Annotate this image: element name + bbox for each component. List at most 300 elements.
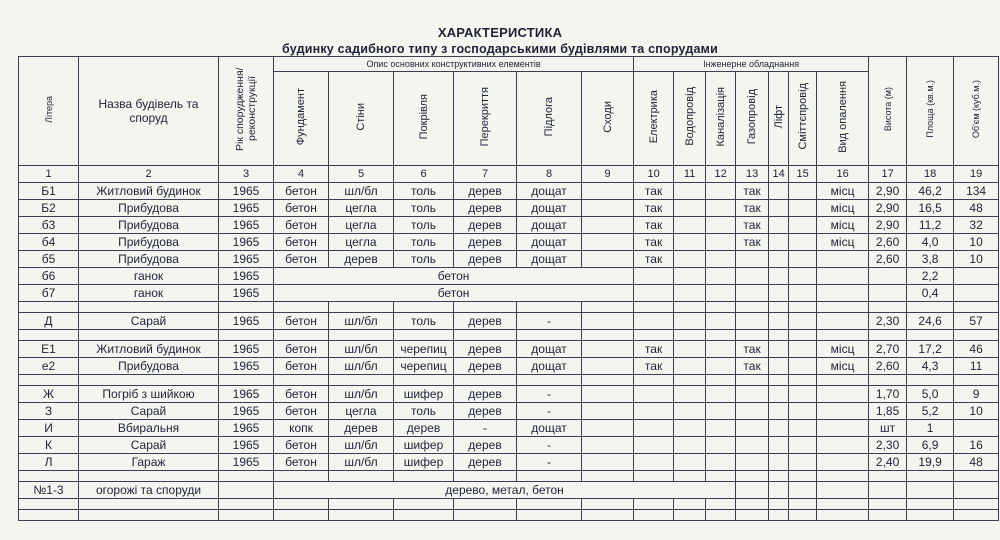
empty-cell <box>817 302 869 313</box>
empty-cell <box>79 375 219 386</box>
empty-cell <box>954 471 999 482</box>
empty-cell <box>817 313 869 330</box>
column-number: 5 <box>329 166 394 183</box>
empty-cell <box>517 302 582 313</box>
cell-water <box>674 358 706 375</box>
empty-cell <box>79 330 219 341</box>
empty-cell <box>706 313 736 330</box>
characteristics-table <box>18 56 999 521</box>
cell-roof: толь <box>394 251 454 268</box>
empty-cell <box>907 510 954 521</box>
cell-walls: шл/бл <box>329 386 394 403</box>
empty-cell <box>954 268 999 285</box>
column-number: 15 <box>789 166 817 183</box>
cell-sewer <box>706 341 736 358</box>
cell-vol: 10 <box>954 403 999 420</box>
empty-cell <box>907 471 954 482</box>
empty-cell <box>219 471 274 482</box>
cell-name: Прибудова <box>79 234 219 251</box>
cell-name: Сарай <box>79 313 219 330</box>
cell-walls: шл/бл <box>329 183 394 200</box>
cell-area: 4,3 <box>907 358 954 375</box>
empty-cell <box>769 437 789 454</box>
cell-year: 1965 <box>219 268 274 285</box>
empty-cell <box>634 313 674 330</box>
empty-cell <box>869 471 907 482</box>
empty-cell <box>769 330 789 341</box>
empty-cell <box>634 510 674 521</box>
group-construct: Опис основних конструктивних елементів <box>274 57 634 72</box>
cell-name: ганок <box>79 268 219 285</box>
empty-cell <box>19 499 79 510</box>
cell-area: 46,2 <box>907 183 954 200</box>
empty-cell <box>634 454 674 471</box>
empty-cell <box>869 302 907 313</box>
cell-floor: - <box>517 386 582 403</box>
cell-name: Прибудова <box>79 217 219 234</box>
empty-cell <box>674 420 706 437</box>
cell-lit: Б1 <box>19 183 79 200</box>
cell-lit: б3 <box>19 217 79 234</box>
empty-cell <box>907 330 954 341</box>
empty-cell <box>789 375 817 386</box>
header-heating: Вид опалення <box>836 80 849 153</box>
cell-name: Сарай <box>79 403 219 420</box>
empty-cell <box>769 386 789 403</box>
cell-el: так <box>634 251 674 268</box>
cell-h: 2,30 <box>869 437 907 454</box>
cell-h: 2,30 <box>869 313 907 330</box>
document-title: ХАРАКТЕРИСТИКА <box>437 25 563 40</box>
empty-row <box>19 302 999 313</box>
cell-vol: 48 <box>954 200 999 217</box>
cell-area: 19,9 <box>907 454 954 471</box>
cell-found: бетон <box>274 358 329 375</box>
cell-lit: И <box>19 420 79 437</box>
cell-el: так <box>634 234 674 251</box>
cell-water <box>674 234 706 251</box>
cell-floor-slab: дерев <box>454 251 517 268</box>
empty-cell <box>329 302 394 313</box>
cell-trash <box>789 341 817 358</box>
cell-found: бетон <box>274 386 329 403</box>
cell-walls: цегла <box>329 403 394 420</box>
empty-cell <box>869 499 907 510</box>
empty-cell <box>789 437 817 454</box>
cell-gas: так <box>736 358 769 375</box>
column-number: 17 <box>869 166 907 183</box>
cell-year: 1965 <box>219 454 274 471</box>
empty-cell <box>394 302 454 313</box>
cell-area: 16,5 <box>907 200 954 217</box>
empty-cell <box>817 268 869 285</box>
cell-walls: дерев <box>329 420 394 437</box>
empty-cell <box>736 420 769 437</box>
empty-cell <box>394 510 454 521</box>
empty-cell <box>907 302 954 313</box>
cell-lit: Д <box>19 313 79 330</box>
cell-walls: шл/бл <box>329 341 394 358</box>
cell-year: 1965 <box>219 386 274 403</box>
cell-found: бетон <box>274 251 329 268</box>
empty-cell <box>736 330 769 341</box>
column-number: 18 <box>907 166 954 183</box>
cell-vol: 48 <box>954 454 999 471</box>
empty-cell <box>789 330 817 341</box>
document-subtitle: будинку садибного типу з господарськими будівлями та спорудами <box>281 42 718 56</box>
cell-floor: дощат <box>517 251 582 268</box>
column-number: 19 <box>954 166 999 183</box>
empty-cell <box>769 313 789 330</box>
cell-roof: толь <box>394 200 454 217</box>
cell-area: 3,8 <box>907 251 954 268</box>
cell-walls: цегла <box>329 234 394 251</box>
empty-cell <box>789 420 817 437</box>
empty-cell <box>817 437 869 454</box>
cell-roof: шифер <box>394 454 454 471</box>
cell-water <box>674 183 706 200</box>
empty-cell <box>789 510 817 521</box>
cell-h: 2,40 <box>869 454 907 471</box>
cell-area: 5,0 <box>907 386 954 403</box>
cell-vol: 46 <box>954 341 999 358</box>
cell-year: 1965 <box>219 420 274 437</box>
cell-h: 2,90 <box>869 183 907 200</box>
cell-area: 11,2 <box>907 217 954 234</box>
empty-cell <box>706 437 736 454</box>
empty-cell <box>817 403 869 420</box>
cell-h: 2,90 <box>869 217 907 234</box>
header-slab: Перекриття <box>479 86 491 147</box>
empty-row <box>19 510 999 521</box>
cell-year: 1965 <box>219 341 274 358</box>
table-row <box>19 403 999 420</box>
cell-h: 2,60 <box>869 234 907 251</box>
empty-cell <box>674 386 706 403</box>
cell-roof: толь <box>394 183 454 200</box>
column-number: 10 <box>634 166 674 183</box>
column-number: 14 <box>769 166 789 183</box>
cell-floor: дощат <box>517 217 582 234</box>
cell-roof: толь <box>394 403 454 420</box>
empty-cell <box>634 386 674 403</box>
empty-cell <box>769 375 789 386</box>
cell-found: бетон <box>274 437 329 454</box>
empty-cell <box>634 420 674 437</box>
cell-el: так <box>634 341 674 358</box>
cell-floor: - <box>517 454 582 471</box>
cell-found: бетон <box>274 313 329 330</box>
empty-cell <box>706 499 736 510</box>
empty-cell <box>394 330 454 341</box>
header-litera: Літера <box>43 95 54 123</box>
cell-floor: дощат <box>517 183 582 200</box>
empty-cell <box>769 403 789 420</box>
empty-cell <box>769 420 789 437</box>
cell-lit: З <box>19 403 79 420</box>
cell-water <box>674 251 706 268</box>
column-number: 2 <box>79 166 219 183</box>
cell-roof: толь <box>394 217 454 234</box>
group-engineering: Інженерне обладнання <box>634 57 869 72</box>
empty-cell <box>582 420 634 437</box>
table-row <box>19 183 999 200</box>
table-row <box>19 217 999 234</box>
cell-vol: 11 <box>954 358 999 375</box>
empty-cell <box>674 499 706 510</box>
cell-area: 2,2 <box>907 268 954 285</box>
empty-cell <box>817 510 869 521</box>
header-walls: Стіни <box>355 102 367 131</box>
cell-roof: дерев <box>394 420 454 437</box>
cell-h: шт <box>869 420 907 437</box>
cell-year: 1965 <box>219 403 274 420</box>
column-number: 3 <box>219 166 274 183</box>
cell-h: 2,70 <box>869 341 907 358</box>
cell-lit: б6 <box>19 268 79 285</box>
empty-cell <box>769 454 789 471</box>
empty-cell <box>954 330 999 341</box>
cell-floor-slab: дерев <box>454 234 517 251</box>
empty-cell <box>817 420 869 437</box>
empty-cell <box>634 471 674 482</box>
empty-cell <box>517 330 582 341</box>
empty-cell <box>736 510 769 521</box>
cell-floor-slab: - <box>454 420 517 437</box>
cell-name: ганок <box>79 285 219 302</box>
empty-cell <box>769 510 789 521</box>
empty-cell <box>954 482 999 499</box>
header-stairs: Сходи <box>601 100 614 133</box>
cell-sewer <box>706 217 736 234</box>
table-row <box>19 285 999 302</box>
header-water: Водопровід <box>683 87 696 146</box>
empty-cell <box>769 268 789 285</box>
header-electric: Електрика <box>647 89 660 144</box>
cell-h: 1,85 <box>869 403 907 420</box>
empty-cell <box>954 375 999 386</box>
column-number: 11 <box>674 166 706 183</box>
cell-floor-slab: дерев <box>454 313 517 330</box>
cell-vol: 10 <box>954 234 999 251</box>
empty-cell <box>582 510 634 521</box>
empty-cell <box>674 330 706 341</box>
cell-material: бетон <box>274 285 634 302</box>
cell-heat: місц <box>817 341 869 358</box>
cell-name: Прибудова <box>79 200 219 217</box>
column-number: 12 <box>706 166 736 183</box>
empty-cell <box>706 330 736 341</box>
cell-lit: е2 <box>19 358 79 375</box>
cell-el: так <box>634 200 674 217</box>
empty-cell <box>582 437 634 454</box>
cell-h: 2,60 <box>869 358 907 375</box>
empty-cell <box>769 285 789 302</box>
cell-floor-slab: дерев <box>454 437 517 454</box>
empty-cell <box>869 285 907 302</box>
empty-cell <box>634 330 674 341</box>
empty-cell <box>19 330 79 341</box>
empty-cell <box>736 499 769 510</box>
column-number: 9 <box>582 166 634 183</box>
cell-name: Житловий будинок <box>79 341 219 358</box>
header-volume: Об'єм (куб.м.) <box>971 79 982 139</box>
empty-cell <box>706 285 736 302</box>
cell-walls: шл/бл <box>329 313 394 330</box>
column-number: 8 <box>517 166 582 183</box>
table-row <box>19 420 999 437</box>
empty-cell <box>789 403 817 420</box>
cell-name: Житловий будинок <box>79 183 219 200</box>
empty-cell <box>79 471 219 482</box>
column-number: 13 <box>736 166 769 183</box>
cell-floor-slab: дерев <box>454 217 517 234</box>
cell-area: 6,9 <box>907 437 954 454</box>
header-height: Висота (м) <box>882 86 893 132</box>
empty-cell <box>736 386 769 403</box>
empty-cell <box>817 285 869 302</box>
empty-cell <box>817 454 869 471</box>
empty-cell <box>674 403 706 420</box>
empty-cell <box>582 386 634 403</box>
cell-floor: дощат <box>517 200 582 217</box>
cell-year: 1965 <box>219 217 274 234</box>
empty-cell <box>582 302 634 313</box>
cell-lift <box>769 251 789 268</box>
table-row <box>19 437 999 454</box>
table-row <box>19 386 999 403</box>
empty-cell <box>817 330 869 341</box>
cell-floor: дощат <box>517 358 582 375</box>
empty-cell <box>79 302 219 313</box>
empty-cell <box>582 454 634 471</box>
cell-water <box>674 200 706 217</box>
empty-cell <box>517 499 582 510</box>
table-row <box>19 234 999 251</box>
empty-cell <box>274 499 329 510</box>
header-trash: Сміттєпровід <box>796 83 809 150</box>
empty-cell <box>736 375 769 386</box>
cell-floor: дощат <box>517 234 582 251</box>
empty-row <box>19 471 999 482</box>
cell-found: бетон <box>274 403 329 420</box>
empty-cell <box>634 268 674 285</box>
empty-cell <box>19 302 79 313</box>
empty-cell <box>394 375 454 386</box>
empty-cell <box>454 471 517 482</box>
empty-cell <box>454 510 517 521</box>
empty-cell <box>769 302 789 313</box>
cell-floor: - <box>517 313 582 330</box>
empty-cell <box>219 330 274 341</box>
cell-lit: №1-3 <box>19 482 79 499</box>
cell-walls: шл/бл <box>329 454 394 471</box>
empty-cell <box>454 499 517 510</box>
cell-area: 0,4 <box>907 285 954 302</box>
empty-cell <box>634 375 674 386</box>
empty-cell <box>394 471 454 482</box>
cell-floor-slab: дерев <box>454 341 517 358</box>
empty-cell <box>817 375 869 386</box>
empty-cell <box>634 403 674 420</box>
cell-floor-slab: дерев <box>454 200 517 217</box>
cell-vol: 32 <box>954 217 999 234</box>
empty-cell <box>582 499 634 510</box>
cell-lift <box>769 234 789 251</box>
cell-sewer <box>706 234 736 251</box>
cell-stairs <box>582 200 634 217</box>
empty-cell <box>769 482 789 499</box>
cell-found: бетон <box>274 200 329 217</box>
cell-walls: цегла <box>329 200 394 217</box>
cell-area: 17,2 <box>907 341 954 358</box>
cell-walls: шл/бл <box>329 437 394 454</box>
cell-trash <box>789 234 817 251</box>
empty-cell <box>79 510 219 521</box>
empty-cell <box>789 454 817 471</box>
empty-cell <box>706 375 736 386</box>
empty-cell <box>907 499 954 510</box>
cell-stairs <box>582 358 634 375</box>
cell-heat <box>817 251 869 268</box>
cell-lift <box>769 217 789 234</box>
header-foundation: Фундамент <box>295 87 307 146</box>
empty-cell <box>582 403 634 420</box>
cell-lit: Б2 <box>19 200 79 217</box>
empty-cell <box>19 375 79 386</box>
empty-cell <box>329 330 394 341</box>
table-row <box>19 341 999 358</box>
empty-cell <box>907 375 954 386</box>
empty-cell <box>869 268 907 285</box>
empty-cell <box>736 454 769 471</box>
empty-cell <box>582 313 634 330</box>
empty-cell <box>706 268 736 285</box>
empty-cell <box>789 386 817 403</box>
empty-cell <box>329 499 394 510</box>
cell-trash <box>789 358 817 375</box>
header-roof: Покрівля <box>417 93 430 140</box>
cell-stairs <box>582 251 634 268</box>
cell-stairs <box>582 234 634 251</box>
empty-cell <box>769 499 789 510</box>
empty-cell <box>674 313 706 330</box>
empty-cell <box>789 268 817 285</box>
empty-cell <box>789 499 817 510</box>
header-lift: Ліфт <box>772 104 785 129</box>
cell-el: так <box>634 183 674 200</box>
cell-material: дерево, метал, бетон <box>274 482 736 499</box>
cell-lit: К <box>19 437 79 454</box>
empty-cell <box>736 471 769 482</box>
cell-year: 1965 <box>219 251 274 268</box>
cell-sewer <box>706 183 736 200</box>
header-year: Рік спорудження/реконструкції <box>234 67 258 151</box>
cell-area: 5,2 <box>907 403 954 420</box>
cell-vol: 16 <box>954 437 999 454</box>
empty-cell <box>736 437 769 454</box>
header-floor: Підлога <box>543 96 555 137</box>
empty-cell <box>817 471 869 482</box>
empty-cell <box>19 510 79 521</box>
cell-roof: черепиц <box>394 358 454 375</box>
cell-found: копк <box>274 420 329 437</box>
cell-heat: місц <box>817 234 869 251</box>
empty-cell <box>706 471 736 482</box>
empty-cell <box>219 499 274 510</box>
empty-cell <box>219 302 274 313</box>
empty-cell <box>736 268 769 285</box>
